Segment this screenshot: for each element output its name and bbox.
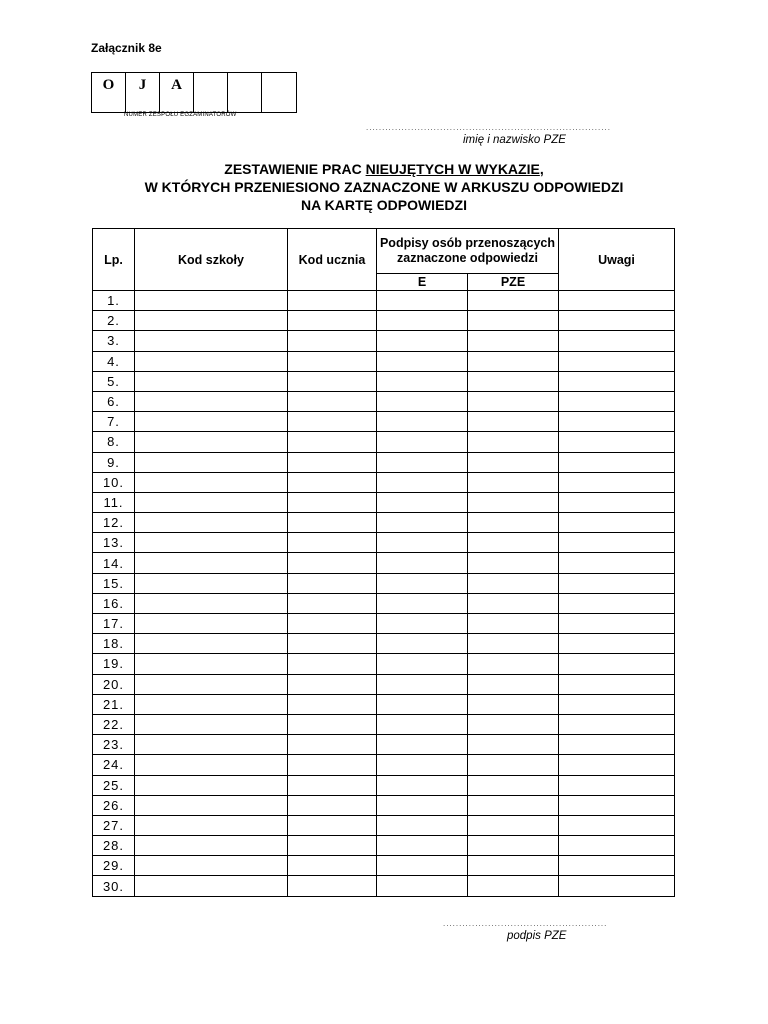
header-pze: PZE — [468, 274, 559, 291]
student-code-cell[interactable] — [288, 432, 377, 452]
notes-cell[interactable] — [559, 836, 675, 856]
pze-signature-cell[interactable] — [468, 351, 559, 371]
pze-signature-cell[interactable] — [468, 391, 559, 411]
pze-signature-cell[interactable] — [468, 533, 559, 553]
table-row — [93, 492, 675, 512]
table-row — [93, 391, 675, 411]
notes-cell[interactable] — [559, 553, 675, 573]
notes-cell[interactable] — [559, 856, 675, 876]
table-row — [93, 775, 675, 795]
student-code-cell[interactable] — [288, 533, 377, 553]
student-code-cell[interactable] — [288, 351, 377, 371]
notes-cell[interactable] — [559, 513, 675, 533]
pze-signature-cell[interactable] — [468, 371, 559, 391]
row-number: 27. — [93, 815, 135, 835]
school-code-cell[interactable] — [135, 714, 288, 734]
pze-signature-cell[interactable] — [468, 432, 559, 452]
student-code-cell[interactable] — [288, 674, 377, 694]
table-row — [93, 533, 675, 553]
school-code-cell[interactable] — [135, 472, 288, 492]
school-code-cell[interactable] — [135, 735, 288, 755]
row-number: 18. — [93, 634, 135, 654]
notes-cell[interactable] — [559, 674, 675, 694]
pze-signature-cell[interactable] — [468, 412, 559, 432]
e-signature-cell[interactable] — [377, 755, 468, 775]
e-signature-cell[interactable] — [377, 815, 468, 835]
e-signature-cell[interactable] — [377, 614, 468, 634]
student-code-cell[interactable] — [288, 391, 377, 411]
header-signatures: Podpisy osób przenoszących zaznaczone odpowiedzi — [377, 229, 559, 274]
pze-signature-cell[interactable] — [468, 331, 559, 351]
student-code-cell[interactable] — [288, 815, 377, 835]
e-signature-cell[interactable] — [377, 553, 468, 573]
pze-signature-cell[interactable] — [468, 755, 559, 775]
notes-cell[interactable] — [559, 755, 675, 775]
e-signature-cell[interactable] — [377, 513, 468, 533]
title-line-1: ZESTAWIENIE PRAC NIEUJĘTYCH W WYKAZIE, — [224, 161, 544, 177]
student-code-cell[interactable] — [288, 412, 377, 432]
team-number-caption: NUMER ZESPOŁU EGZAMINATORÓW — [124, 112, 237, 118]
school-code-cell[interactable] — [135, 452, 288, 472]
team-number-box[interactable] — [262, 73, 296, 112]
notes-cell[interactable] — [559, 331, 675, 351]
student-code-cell[interactable] — [288, 513, 377, 533]
student-code-cell[interactable] — [288, 472, 377, 492]
e-signature-cell[interactable] — [377, 593, 468, 613]
e-signature-cell[interactable] — [377, 775, 468, 795]
notes-cell[interactable] — [559, 634, 675, 654]
school-code-cell[interactable] — [135, 513, 288, 533]
table-row — [93, 856, 675, 876]
student-code-cell[interactable] — [288, 593, 377, 613]
e-signature-cell[interactable] — [377, 694, 468, 714]
team-number-box[interactable]: A — [160, 73, 194, 112]
table-row — [93, 654, 675, 674]
notes-cell[interactable] — [559, 735, 675, 755]
table-row — [93, 694, 675, 714]
e-signature-cell[interactable] — [377, 391, 468, 411]
school-code-cell[interactable] — [135, 795, 288, 815]
table-row — [93, 472, 675, 492]
school-code-cell[interactable] — [135, 391, 288, 411]
row-number: 24. — [93, 755, 135, 775]
table-row — [93, 371, 675, 391]
notes-cell[interactable] — [559, 412, 675, 432]
row-number: 6. — [93, 391, 135, 411]
table-row — [93, 513, 675, 533]
row-number: 21. — [93, 694, 135, 714]
row-number: 16. — [93, 593, 135, 613]
student-code-cell[interactable] — [288, 735, 377, 755]
e-signature-cell[interactable] — [377, 634, 468, 654]
school-code-cell[interactable] — [135, 291, 288, 311]
e-signature-cell[interactable] — [377, 432, 468, 452]
notes-cell[interactable] — [559, 795, 675, 815]
student-code-cell[interactable] — [288, 311, 377, 331]
student-code-cell[interactable] — [288, 291, 377, 311]
table-row — [93, 452, 675, 472]
student-code-cell[interactable] — [288, 492, 377, 512]
notes-cell[interactable] — [559, 775, 675, 795]
pze-signature-cell[interactable] — [468, 654, 559, 674]
header-school-code: Kod szkoły — [135, 229, 288, 291]
team-number-boxes — [91, 72, 297, 113]
table-row — [93, 815, 675, 835]
row-number: 10. — [93, 472, 135, 492]
student-code-cell[interactable] — [288, 371, 377, 391]
notes-cell[interactable] — [559, 614, 675, 634]
e-signature-cell[interactable] — [377, 412, 468, 432]
school-code-cell[interactable] — [135, 674, 288, 694]
e-signature-cell[interactable] — [377, 472, 468, 492]
pze-signature-cell[interactable] — [468, 492, 559, 512]
table-row — [93, 432, 675, 452]
table-row — [93, 735, 675, 755]
row-number: 15. — [93, 573, 135, 593]
row-number: 5. — [93, 371, 135, 391]
school-code-cell[interactable] — [135, 815, 288, 835]
table-row — [93, 795, 675, 815]
team-number-box[interactable]: O — [92, 73, 126, 112]
pze-signature-cell[interactable] — [468, 553, 559, 573]
table-row — [93, 836, 675, 856]
e-signature-cell[interactable] — [377, 331, 468, 351]
school-code-cell[interactable] — [135, 856, 288, 876]
title-line-2: W KTÓRYCH PRZENIESIONO ZAZNACZONE W ARKUSZU ODPOWIEDZI — [144, 179, 624, 195]
table-row — [93, 311, 675, 331]
school-code-cell[interactable] — [135, 331, 288, 351]
table-row — [93, 331, 675, 351]
e-signature-cell[interactable] — [377, 573, 468, 593]
student-code-cell[interactable] — [288, 694, 377, 714]
table-row — [93, 755, 675, 775]
table-row — [93, 876, 675, 896]
school-code-cell[interactable] — [135, 634, 288, 654]
row-number: 19. — [93, 654, 135, 674]
school-code-cell[interactable] — [135, 694, 288, 714]
row-number: 1. — [93, 291, 135, 311]
notes-cell[interactable] — [559, 351, 675, 371]
notes-cell[interactable] — [559, 714, 675, 734]
school-code-cell[interactable] — [135, 614, 288, 634]
row-number: 11. — [93, 492, 135, 512]
row-number: 12. — [93, 513, 135, 533]
table-row — [93, 553, 675, 573]
pze-signature-cell[interactable] — [468, 291, 559, 311]
team-number-box[interactable] — [228, 73, 262, 112]
table-row — [93, 291, 675, 311]
school-code-cell[interactable] — [135, 351, 288, 371]
table-row — [93, 412, 675, 432]
student-code-cell[interactable] — [288, 714, 377, 734]
pze-signature-cell[interactable] — [468, 573, 559, 593]
pze-signature-cell[interactable] — [468, 634, 559, 654]
e-signature-cell[interactable] — [377, 795, 468, 815]
row-number: 23. — [93, 735, 135, 755]
school-code-cell[interactable] — [135, 654, 288, 674]
school-code-cell[interactable] — [135, 836, 288, 856]
pze-signature-cell[interactable] — [468, 593, 559, 613]
table-row — [93, 634, 675, 654]
school-code-cell[interactable] — [135, 775, 288, 795]
e-signature-cell[interactable] — [377, 714, 468, 734]
student-code-cell[interactable] — [288, 775, 377, 795]
header-student-code: Kod ucznia — [288, 229, 377, 291]
notes-cell[interactable] — [559, 371, 675, 391]
student-code-cell[interactable] — [288, 856, 377, 876]
school-code-cell[interactable] — [135, 371, 288, 391]
row-number: 8. — [93, 432, 135, 452]
e-signature-cell[interactable] — [377, 735, 468, 755]
header-notes: Uwagi — [559, 229, 675, 291]
student-code-cell[interactable] — [288, 331, 377, 351]
student-code-cell[interactable] — [288, 614, 377, 634]
e-signature-cell[interactable] — [377, 291, 468, 311]
row-number: 29. — [93, 856, 135, 876]
school-code-cell[interactable] — [135, 593, 288, 613]
header-lp: Lp. — [93, 229, 135, 291]
notes-cell[interactable] — [559, 876, 675, 896]
name-signature-line: ............................................................................ — [366, 123, 611, 132]
school-code-cell[interactable] — [135, 492, 288, 512]
pze-signature-cell[interactable] — [468, 815, 559, 835]
pze-signature-cell[interactable] — [468, 714, 559, 734]
row-number: 4. — [93, 351, 135, 371]
e-signature-cell[interactable] — [377, 876, 468, 896]
signature-label: podpis PZE — [507, 930, 567, 942]
row-number: 22. — [93, 714, 135, 734]
team-number-box[interactable]: J — [126, 73, 160, 112]
e-signature-cell[interactable] — [377, 533, 468, 553]
row-number: 17. — [93, 614, 135, 634]
name-field-label: imię i nazwisko PZE — [463, 134, 566, 146]
pze-signature-cell[interactable] — [468, 694, 559, 714]
student-code-cell[interactable] — [288, 654, 377, 674]
pze-signature-cell[interactable] — [468, 795, 559, 815]
school-code-cell[interactable] — [135, 432, 288, 452]
e-signature-cell[interactable] — [377, 311, 468, 331]
row-number: 25. — [93, 775, 135, 795]
pze-signature-cell[interactable] — [468, 856, 559, 876]
table-row — [93, 714, 675, 734]
e-signature-cell[interactable] — [377, 654, 468, 674]
student-code-cell[interactable] — [288, 836, 377, 856]
school-code-cell[interactable] — [135, 412, 288, 432]
table-row — [93, 614, 675, 634]
student-code-cell[interactable] — [288, 573, 377, 593]
school-code-cell[interactable] — [135, 755, 288, 775]
student-code-cell[interactable] — [288, 876, 377, 896]
e-signature-cell[interactable] — [377, 371, 468, 391]
notes-cell[interactable] — [559, 311, 675, 331]
student-code-cell[interactable] — [288, 795, 377, 815]
table-row — [93, 573, 675, 593]
pze-signature-cell[interactable] — [468, 735, 559, 755]
pze-signature-cell[interactable] — [468, 513, 559, 533]
row-number: 13. — [93, 533, 135, 553]
notes-cell[interactable] — [559, 593, 675, 613]
records-table — [92, 228, 675, 897]
notes-cell[interactable] — [559, 694, 675, 714]
school-code-cell[interactable] — [135, 311, 288, 331]
e-signature-cell[interactable] — [377, 492, 468, 512]
row-number: 9. — [93, 452, 135, 472]
e-signature-cell[interactable] — [377, 351, 468, 371]
title-line-3: NA KARTĘ ODPOWIEDZI — [301, 197, 467, 213]
row-number: 20. — [93, 674, 135, 694]
team-number-box[interactable] — [194, 73, 228, 112]
row-number: 30. — [93, 876, 135, 896]
table-row — [93, 593, 675, 613]
row-number: 7. — [93, 412, 135, 432]
student-code-cell[interactable] — [288, 634, 377, 654]
pze-signature-cell[interactable] — [468, 614, 559, 634]
e-signature-cell[interactable] — [377, 836, 468, 856]
header-e: E — [377, 274, 468, 291]
signature-line: ................................................... — [443, 919, 608, 928]
pze-signature-cell[interactable] — [468, 674, 559, 694]
notes-cell[interactable] — [559, 291, 675, 311]
e-signature-cell[interactable] — [377, 856, 468, 876]
notes-cell[interactable] — [559, 452, 675, 472]
notes-cell[interactable] — [559, 533, 675, 553]
e-signature-cell[interactable] — [377, 674, 468, 694]
e-signature-cell[interactable] — [377, 452, 468, 472]
student-code-cell[interactable] — [288, 755, 377, 775]
school-code-cell[interactable] — [135, 553, 288, 573]
notes-cell[interactable] — [559, 432, 675, 452]
row-number: 28. — [93, 836, 135, 856]
school-code-cell[interactable] — [135, 573, 288, 593]
row-number: 14. — [93, 553, 135, 573]
notes-cell[interactable] — [559, 391, 675, 411]
notes-cell[interactable] — [559, 492, 675, 512]
pze-signature-cell[interactable] — [468, 836, 559, 856]
row-number: 3. — [93, 331, 135, 351]
document-title — [60, 160, 708, 214]
student-code-cell[interactable] — [288, 452, 377, 472]
row-number: 26. — [93, 795, 135, 815]
row-number: 2. — [93, 311, 135, 331]
table-row — [93, 674, 675, 694]
school-code-cell[interactable] — [135, 876, 288, 896]
notes-cell[interactable] — [559, 472, 675, 492]
notes-cell[interactable] — [559, 815, 675, 835]
pze-signature-cell[interactable] — [468, 775, 559, 795]
school-code-cell[interactable] — [135, 533, 288, 553]
pze-signature-cell[interactable] — [468, 311, 559, 331]
pze-signature-cell[interactable] — [468, 876, 559, 896]
table-row — [93, 351, 675, 371]
pze-signature-cell[interactable] — [468, 452, 559, 472]
notes-cell[interactable] — [559, 654, 675, 674]
notes-cell[interactable] — [559, 573, 675, 593]
pze-signature-cell[interactable] — [468, 472, 559, 492]
attachment-label: Załącznik 8e — [91, 41, 162, 55]
student-code-cell[interactable] — [288, 553, 377, 573]
